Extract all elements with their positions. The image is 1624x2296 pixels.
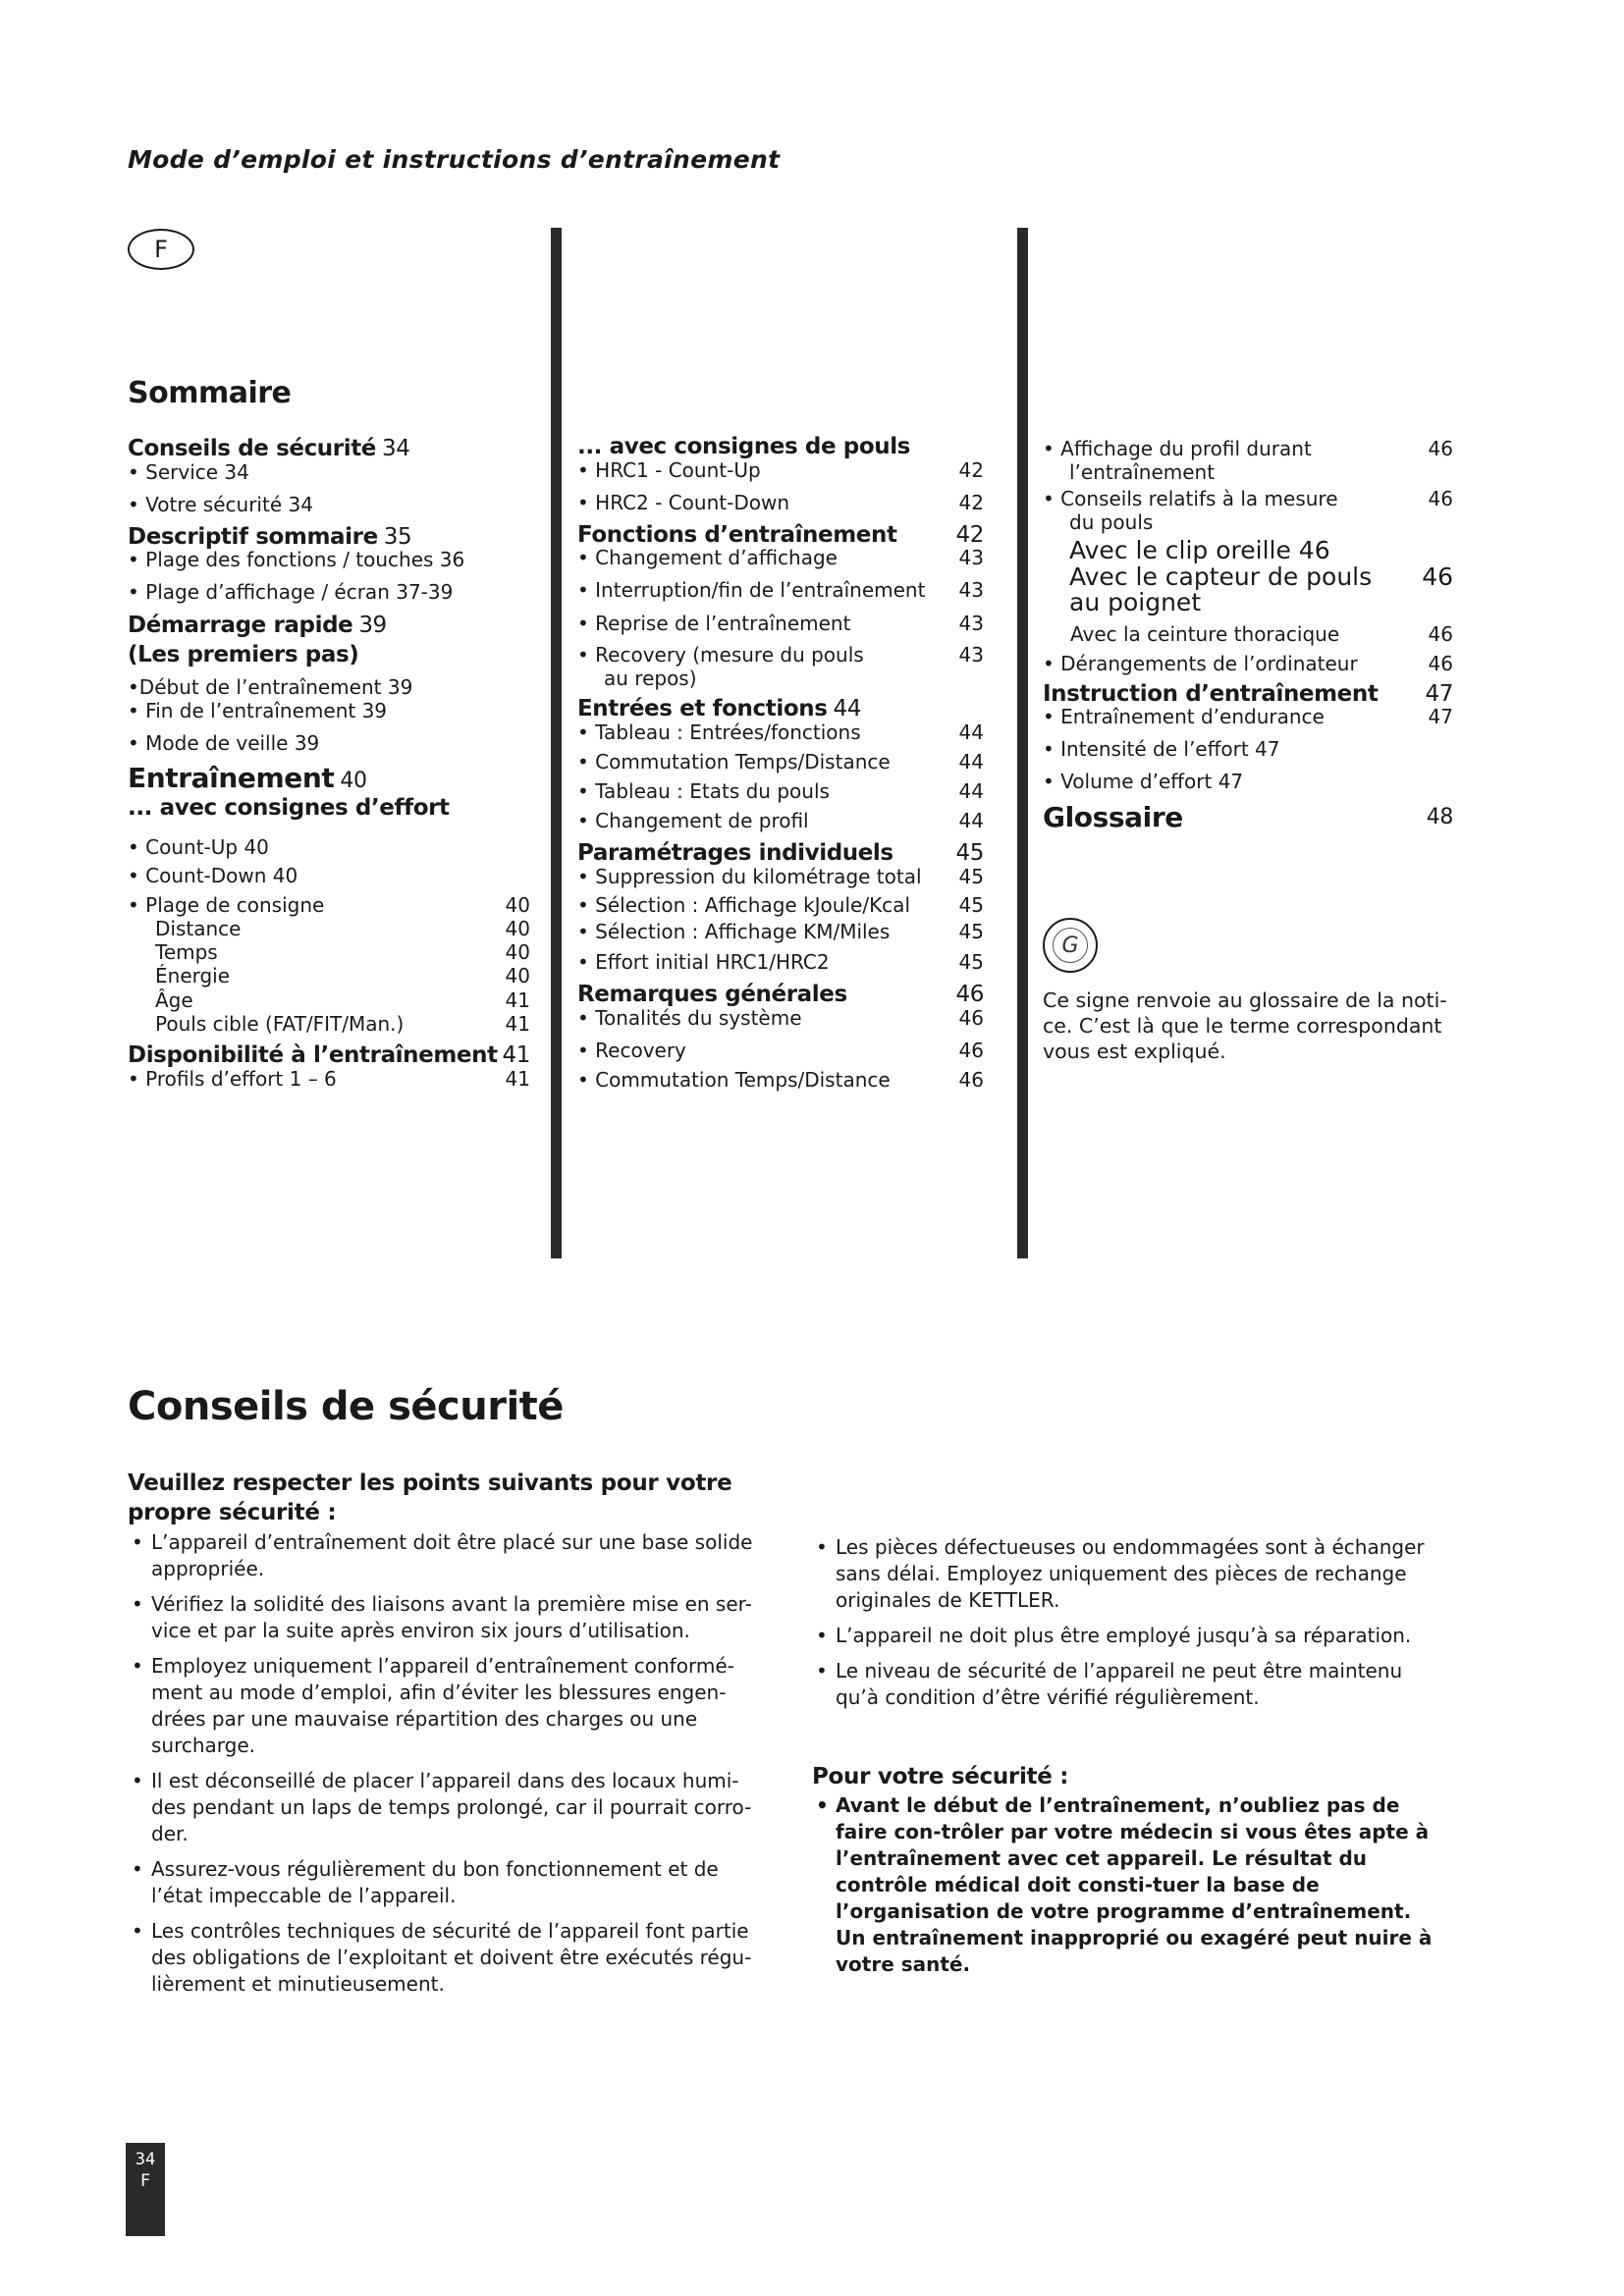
toc-entry	[577, 750, 984, 774]
toc-entry-page: 42	[955, 522, 984, 548]
toc-entry-label: • Plage d’affichage / écran 37-39	[128, 580, 454, 604]
toc-entry-label: Instruction d’entraînement	[1043, 681, 1379, 707]
toc-entry-label: • Commutation Temps/Distance	[577, 1068, 891, 1092]
toc-entry	[128, 1067, 530, 1091]
toc-entry-label: Avec le capteur de pouls	[1069, 562, 1373, 591]
bullet-item: • Assurez-vous régulièrement du bon fonctionnement et de l’état impeccable de l’appareil.	[128, 1856, 756, 1909]
toc-entry	[577, 435, 984, 458]
toc-entry-page: 41	[505, 988, 530, 1012]
toc-entry	[128, 1043, 530, 1067]
bullet-item: • Les pièces défectueuses ou endommagées sont à échanger sans délai. Employez uniquement des pièces de rechange originales de KETTLER.	[812, 1534, 1440, 1614]
toc-entry	[577, 546, 984, 569]
toc-entry	[1043, 770, 1453, 793]
toc-entry-page: 44	[958, 779, 984, 803]
toc-entry-label: • Fin de l’entraînement 39	[128, 699, 388, 722]
toc-entry	[128, 835, 530, 859]
toc-entry-page: 43	[958, 578, 984, 602]
toc-entry	[128, 675, 530, 699]
toc-entry-page: 46	[1428, 652, 1453, 675]
toc-entry-label: Descriptif sommaire	[128, 524, 378, 550]
toc-entry	[577, 809, 984, 832]
toc-entry-label: • Entraînement d’endurance	[1043, 705, 1325, 728]
toc-entry	[128, 731, 530, 755]
toc-entry	[1043, 510, 1453, 534]
toc-entry-label: Conseils de sécurité	[128, 436, 376, 461]
toc-entry-label: • Recovery	[577, 1039, 686, 1062]
toc-entry-label: Démarrage rapide	[128, 613, 353, 638]
toc-entry	[577, 721, 984, 744]
toc-entry-page: 40	[340, 769, 367, 793]
toc-entry-label: • Sélection : Affichage KM/Miles	[577, 920, 891, 943]
toc-entry	[1043, 652, 1453, 675]
toc-entry-label: • Interruption/fin de l’entraînement	[577, 578, 926, 602]
toc-entry	[577, 1039, 984, 1062]
toc-entry-label: • Changement d’affichage	[577, 546, 838, 569]
toc-entry-page: 42	[958, 491, 984, 514]
toc-entry-label: Distance	[155, 917, 242, 940]
bullet-item: • Il est déconseillé de placer l’appareil dans des locaux humi-des pendant un laps de temps prolongé, car il pourrait corro-der.	[128, 1768, 756, 1847]
toc-entry	[128, 643, 530, 667]
bullet-item: • Les contrôles techniques de sécurité de l’appareil font partie des obligations de l’exploitant et doivent être exécutés régu-lièrement et minutieusement.	[128, 1918, 756, 1998]
toc-entry	[128, 699, 530, 722]
glossary-badge-label: G	[1053, 928, 1088, 963]
toc-entry-page: 41	[505, 1067, 530, 1091]
toc-entry-page: 44	[833, 696, 861, 721]
toc-entry	[128, 864, 530, 887]
toc-entry-label: • Sélection : Affichage kJoule/Kcal	[577, 893, 910, 917]
toc-entry-label: • Suppression du kilométrage total	[577, 865, 922, 888]
toc-entry	[128, 988, 530, 1012]
toc-entry	[577, 578, 984, 602]
toc-entry	[128, 762, 530, 794]
toc-entry	[577, 612, 984, 635]
toc-entry-page: 41	[502, 1042, 530, 1068]
toc-entry-page: 41	[505, 1012, 530, 1036]
toc-entry-page: 34	[382, 436, 410, 461]
toc-entry	[128, 460, 530, 484]
toc-entry-label: Temps	[155, 940, 218, 964]
toc-entry-label: • Dérangements de l’ordinateur	[1043, 652, 1358, 675]
toc-entry-label: ... avec consignes d’effort	[128, 795, 450, 821]
toc-entry-page: 44	[958, 809, 984, 832]
toc-entry-label: (Les premiers pas)	[128, 642, 359, 667]
toc-entry-page: 46	[955, 982, 984, 1007]
glossary-note: Ce signe renvoie au glossaire de la noti-ce. C’est là que le terme correspondant vous est expliqué.	[1043, 988, 1447, 1063]
toc-entry-page: 40	[505, 964, 530, 988]
toc-entry	[577, 950, 984, 974]
toc-entry	[128, 580, 530, 604]
toc-entry-page: 40	[505, 917, 530, 940]
toc-entry-page: 45	[958, 950, 984, 974]
toc-entry	[1043, 622, 1453, 646]
toc-entry	[1043, 737, 1453, 761]
toc-entry-label: • Effort initial HRC1/HRC2	[577, 950, 830, 974]
language-badge	[128, 229, 194, 270]
toc-entry-label: Avec le clip oreille 46	[1069, 536, 1330, 564]
toc-entry-label: au poignet	[1069, 588, 1202, 616]
toc-entry	[577, 458, 984, 482]
toc-entry-label: • Reprise de l’entraînement	[577, 612, 851, 635]
toc-entry	[128, 796, 530, 820]
toc-entry-label: • Tableau : Etats du pouls	[577, 779, 830, 803]
toc-entry-label: Énergie	[155, 964, 231, 988]
toc-entry-page: 48	[1426, 805, 1453, 829]
toc-entry-page: 35	[383, 524, 412, 550]
toc-entry	[1043, 460, 1453, 484]
bullet-item: • L’appareil ne doit plus être employé jusqu’à sa réparation.	[812, 1623, 1440, 1649]
toc-entry	[128, 893, 530, 917]
language-badge-label: F	[154, 236, 168, 263]
toc-entry-label: Fonctions d’entraînement	[577, 522, 897, 548]
toc-entry	[1043, 536, 1453, 564]
toc-entry-label: • Affichage du profil durant	[1043, 437, 1312, 460]
toc-entry-page: 44	[958, 721, 984, 744]
toc-entry	[128, 548, 530, 571]
toc-entry-page: 39	[358, 613, 387, 638]
toc-entry-label: Remarques générales	[577, 982, 847, 1007]
bullet-item: • L’appareil d’entraînement doit être placé sur une base solide appropriée.	[128, 1529, 756, 1582]
toc-entry-label: l’entraînement	[1069, 460, 1216, 484]
toc-title: Sommaire	[128, 376, 292, 410]
toc-entry	[128, 917, 530, 940]
toc-entry-label: • Profils d’effort 1 – 6	[128, 1067, 337, 1091]
toc-entry	[1043, 588, 1453, 616]
toc-entry	[577, 893, 984, 917]
toc-entry	[1043, 682, 1453, 706]
safety-bullets-left	[128, 1529, 756, 2006]
toc-entry	[577, 983, 984, 1006]
toc-entry	[577, 920, 984, 943]
toc-entry	[577, 697, 984, 721]
toc-entry-label: • Commutation Temps/Distance	[577, 750, 891, 774]
toc-entry-page: 43	[958, 643, 984, 667]
toc-entry-label: au repos)	[604, 667, 697, 690]
toc-entry	[577, 667, 984, 690]
page-header-title: Mode d’emploi et instructions d’entraînement	[128, 145, 781, 174]
toc-entry-label: • Intensité de l’effort 47	[1043, 737, 1280, 761]
toc-entry-label: • Tableau : Entrées/fonctions	[577, 721, 861, 744]
toc-entry-page: 46	[1422, 562, 1453, 591]
toc-entry-page: 44	[958, 750, 984, 774]
toc-entry-label: •Début de l’entraînement 39	[128, 675, 413, 699]
page-number-tab	[126, 2143, 165, 2236]
toc-entry	[128, 1012, 530, 1036]
toc-entry-page: 45	[955, 840, 984, 866]
toc-entry-label: du pouls	[1069, 510, 1154, 534]
toc-entry-label: • Tonalités du système	[577, 1006, 802, 1030]
glossary-badge	[1043, 918, 1098, 973]
toc-entry	[128, 614, 530, 637]
toc-entry-label: • Conseils relatifs à la mesure	[1043, 487, 1338, 510]
toc-entry	[1043, 705, 1453, 728]
safety-subtitle: Veuillez respecter les points suivants pour votre propre sécurité :	[128, 1470, 732, 1525]
toc-entry-label: • Count-Down 40	[128, 864, 298, 887]
toc-entry	[1043, 562, 1453, 591]
pour-votre-securite-title: Pour votre sécurité :	[812, 1764, 1069, 1789]
toc-entry-page: 46	[1428, 622, 1453, 646]
toc-entry-label: • Changement de profil	[577, 809, 809, 832]
toc-entry	[577, 643, 984, 667]
toc-entry	[128, 525, 530, 549]
toc-entry	[577, 841, 984, 865]
toc-entry-page: 46	[1428, 437, 1453, 460]
toc-entry-page: 43	[958, 546, 984, 569]
column-divider-1	[551, 228, 562, 1258]
bullet-item: • Le niveau de sécurité de l’appareil ne peut être maintenu qu’à condition d’être vérifié régulièrement.	[812, 1658, 1440, 1711]
toc-entry	[577, 523, 984, 547]
toc-entry-label: • HRC1 - Count-Up	[577, 458, 761, 482]
bullet-item: • Vérifiez la solidité des liaisons avant la première mise en ser-vice et par la suite après environ six jours d’utilisation.	[128, 1591, 756, 1644]
toc-entry	[577, 1068, 984, 1092]
toc-entry-label: Âge	[155, 988, 193, 1012]
toc-entry-page: 46	[1428, 487, 1453, 510]
toc-entry-label: Disponibilité à l’entraînement	[128, 1042, 498, 1068]
toc-entry-label: Glossaire	[1043, 801, 1183, 833]
toc-entry-page: 47	[1428, 705, 1453, 728]
toc-entry-label: • Volume d’effort 47	[1043, 770, 1244, 793]
toc-entry-label: Paramétrages individuels	[577, 840, 893, 866]
toc-entry-label: • Plage des fonctions / touches 36	[128, 548, 465, 571]
toc-entry	[128, 940, 530, 964]
bullet-item: • Employez uniquement l’appareil d’entraînement conformé-ment au mode d’emploi, afin d’éviter les blessures engen-drées par une mauvaise répartition des charges ou une surcharge.	[128, 1653, 756, 1759]
toc-entry	[128, 437, 530, 460]
toc-entry-page: 45	[958, 865, 984, 888]
toc-entry	[1043, 487, 1453, 510]
toc-entry-label: • Mode de veille 39	[128, 731, 320, 755]
pour-votre-securite-bullets	[812, 1792, 1440, 1987]
toc-entry-label: Entrées et fonctions	[577, 696, 828, 721]
toc-entry-label: • HRC2 - Count-Down	[577, 491, 789, 514]
toc-entry-label: Entraînement	[128, 762, 335, 794]
toc-entry-page: 40	[505, 940, 530, 964]
toc-entry	[577, 1006, 984, 1030]
toc-entry-label: • Plage de consigne	[128, 893, 325, 917]
toc-entry	[577, 491, 984, 514]
toc-entry-label: • Recovery (mesure du pouls	[577, 643, 864, 667]
toc-entry-page: 46	[958, 1039, 984, 1062]
toc-entry-label: ... avec consignes de pouls	[577, 434, 910, 459]
toc-entry	[128, 493, 530, 516]
toc-entry-label: • Votre sécurité 34	[128, 493, 313, 516]
toc-entry-page: 46	[958, 1068, 984, 1092]
toc-entry-page: 47	[1425, 681, 1453, 707]
toc-entry-label: Pouls cible (FAT/FIT/Man.)	[155, 1012, 405, 1036]
toc-entry-label: • Service 34	[128, 460, 249, 484]
toc-entry-page: 40	[505, 893, 530, 917]
toc-entry	[128, 964, 530, 988]
page-number: 34	[135, 2150, 156, 2169]
bullet-item: • Avant le début de l’entraînement, n’oubliez pas de faire con-trôler par votre médecin si vous êtes apte à l’entraînement avec cet appareil. Le résultat du contrôle médical doit consti-tuer la base de l’organisation de votre programme d’entraînement. Un entraînement inapproprié ou exagéré peut nuire à votre santé.	[812, 1792, 1440, 1978]
toc-entry-label: • Count-Up 40	[128, 835, 269, 859]
safety-bullets-right	[812, 1534, 1440, 1720]
toc-entry-page: 45	[958, 920, 984, 943]
toc-entry-page: 43	[958, 612, 984, 635]
page-lang: F	[139, 2171, 151, 2191]
toc-entry	[577, 865, 984, 888]
toc-entry	[1043, 801, 1453, 833]
toc-entry-page: 46	[958, 1006, 984, 1030]
toc-entry	[1043, 437, 1453, 460]
toc-entry-page: 45	[958, 893, 984, 917]
toc-entry-page: 42	[958, 458, 984, 482]
column-divider-2	[1017, 228, 1028, 1258]
toc-entry	[577, 779, 984, 803]
safety-title: Conseils de sécurité	[128, 1384, 564, 1429]
toc-entry-label: Avec la ceinture thoracique	[1070, 622, 1340, 646]
